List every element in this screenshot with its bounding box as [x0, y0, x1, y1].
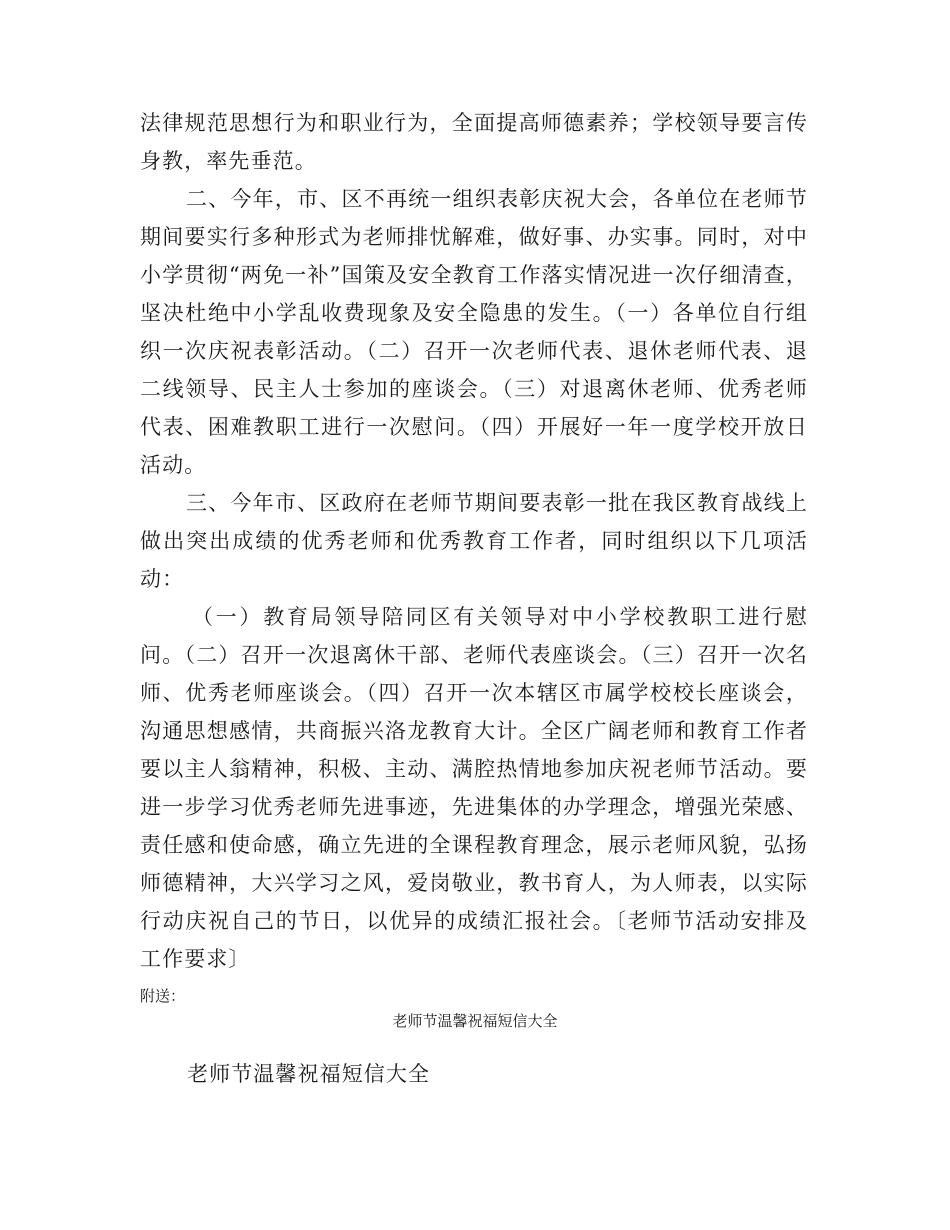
attachment-title: 老师节温馨祝福短信大全 — [392, 1014, 558, 1030]
paragraph-activities: （一）教育局领导陪同区有关领导对中小学校教职工进行慰问。（二）召开一次退离休干部、老师代表座谈会。（三）召开一次名师、优秀老师座谈会。（四）召开一次本辖区市属学校校长座谈会，沟通思想感情，共商振兴洛龙教育大计。全区广阔老师和教育工作者要以主人翁精神，积极、主动、满腔热情地参加庆祝老师节活动。要进一步学习优秀老师先进事迹，先进集体的办学理念，增强光荣感、责任感和使命感，确立先进的全课程教育理念，展示老师风貌，弘扬师德精神，大兴学习之风，爱岗敬业，教书育人，为人师表，以实际行动庆祝自己的节日，以优异的成绩汇报社会。〔老师节活动安排及工作要求〕 — [140, 605, 808, 971]
paragraph-continuation: 法律规范思想行为和职业行为，全面提高师德素养；学校领导要言传身教，率先垂范。 — [140, 111, 808, 173]
attachment-label: 附送： — [140, 989, 186, 1005]
paragraph-section-two: 二、今年，市、区不再统一组织表彰庆祝大会，各单位在老师节期间要实行多种形式为老师排忧解难，做好事、办实事。同时，对中小学贯彻“两免一补”国策及安全教育工作落实情况进一次仔细清查，坚决杜绝中小学乱收费现象及安全隐患的发生。（一）各单位自行组织一次庆祝表彰活动。（二）召开一次老师代表、退休老师代表、退二线领导、民主人士参加的座谈会。（三）对退离休老师、优秀老师代表、困难教职工进行一次慰问。（四）开展好一年一度学校开放日活动。 — [140, 187, 808, 477]
paragraph-section-three: 三、今年市、区政府在老师节期间要表彰一批在我区教育战线上做出突出成绩的优秀老师和优秀教育工作者，同时组织以下几项活动： — [140, 491, 808, 591]
document-body — [140, 104, 808, 978]
section-heading: 老师节温馨祝福短信大全 — [187, 1062, 431, 1086]
